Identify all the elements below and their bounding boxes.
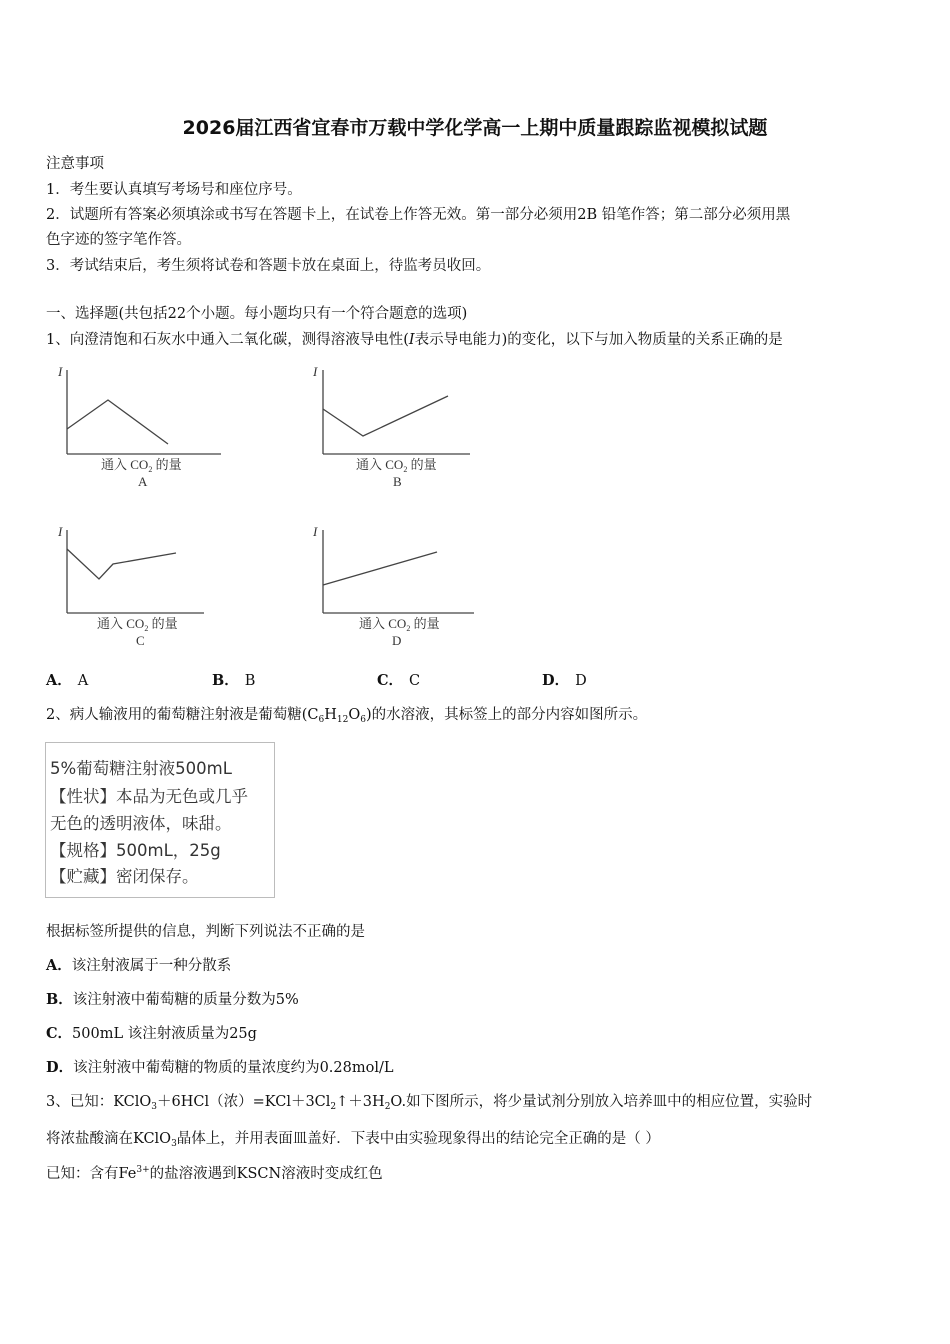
q2-option-a: A．该注射液属于一种分散系 xyxy=(46,957,232,974)
label-line-4: 【规格】500mL，25g xyxy=(50,841,221,860)
notice-item-1: 1．考生要认真填写考场号和座位序号。 xyxy=(46,182,302,198)
notice-item-2: 2．试题所有答案必须填涂或书写在答题卡上，在试卷上作答无效。第一部分必须用2B 铅笔作答；第二部分必须用黑 xyxy=(46,207,791,223)
graph-d-letter: D xyxy=(392,633,402,648)
q1-option-c: C． C xyxy=(377,672,421,689)
question-3-stem-line-2: 将浓盐酸滴在KClO$_3$晶体上，并用表面皿盖好．下表中由实验现象得出的结论完全正确的是（ ） xyxy=(46,1131,660,1149)
q2-option-d: D．该注射液中葡萄糖的物质的量浓度约为0.28mol/L xyxy=(46,1059,394,1076)
graph-d-axis-label: I xyxy=(313,524,318,539)
question-2-prompt: 根据标签所提供的信息，判断下列说法不正确的是 xyxy=(46,924,365,940)
question-1-stem: 1、向澄清饱和石灰水中通入二氧化碳，测得溶液导电性(I表示导电能力)的变化，以下与加入物质量的关系正确的是 xyxy=(46,332,783,348)
notice-heading: 注意事项 xyxy=(46,156,104,172)
graph-b-axis-label: I xyxy=(313,364,318,379)
page-title: 2026届江西省宜春市万载中学化学高一上期中质量跟踪监视模拟试题 xyxy=(182,117,768,139)
label-line-3: 无色的透明液体，味甜。 xyxy=(50,814,232,833)
graph-a-letter: A xyxy=(138,474,148,489)
question-3-note: 已知：含有$Fe^{3+}$的盐溶液遇到KSCN溶液时变成红色 xyxy=(46,1165,383,1182)
graph-d-xlabel: 通入 $CO_2$ 的量 xyxy=(359,616,440,633)
graph-c-xlabel: 通入 $CO_2$ 的量 xyxy=(97,616,178,633)
graph-c-axis-label: I xyxy=(58,524,63,539)
graph-c-letter: C xyxy=(136,633,145,648)
graph-b-letter: B xyxy=(393,474,402,489)
q2-option-c: C．500mL 该注射液质量为25g xyxy=(46,1025,257,1042)
label-line-5: 【贮藏】密闭保存。 xyxy=(50,867,199,886)
graph-b-curve xyxy=(323,396,448,436)
q1-option-a: A． A xyxy=(46,672,89,689)
q1-option-b: B． B xyxy=(212,672,256,689)
section-heading: 一、选择题(共包括22个小题。每小题均只有一个符合题意的选项) xyxy=(46,306,468,322)
notice-item-2-cont: 色字迹的签字笔作答。 xyxy=(46,232,191,248)
question-3-stem-line-1: 3、已知：KClO$_3$＋6HCl（浓）$=KCl+3Cl_2↑+3H_2O$.如下图所示，将少量试剂分别放入培养皿中的相应位置，实验时 xyxy=(46,1094,813,1112)
graph-b xyxy=(302,362,502,490)
q2-option-b: B．该注射液中葡萄糖的质量分数为5% xyxy=(46,991,299,1008)
question-2-stem: 2、病人输液用的葡萄糖注射液是葡萄糖$(C_6H_{12}O_6)$的水溶液，其标签上的部分内容如图所示。 xyxy=(46,707,648,725)
label-line-1: 5%葡萄糖注射液500mL xyxy=(50,759,232,778)
graph-b-xlabel: 通入 $CO_2$ 的量 xyxy=(356,457,437,474)
notice-item-3: 3．考试结束后，考生须将试卷和答题卡放在桌面上，待监考员收回。 xyxy=(46,258,491,274)
graph-d xyxy=(302,522,502,650)
graph-a-curve xyxy=(67,400,168,444)
label-line-2: 【性状】本品为无色或几乎 xyxy=(50,787,248,806)
glucose-label-image xyxy=(45,742,275,898)
graph-c xyxy=(46,522,236,650)
q1-option-d: D． D xyxy=(542,672,587,689)
graph-a-axis-label: I xyxy=(58,364,63,379)
graph-c-curve xyxy=(67,549,176,579)
graph-a-xlabel: 通入 $CO_2$ 的量 xyxy=(101,457,182,474)
graph-a xyxy=(46,362,236,490)
graph-d-curve xyxy=(323,552,437,585)
